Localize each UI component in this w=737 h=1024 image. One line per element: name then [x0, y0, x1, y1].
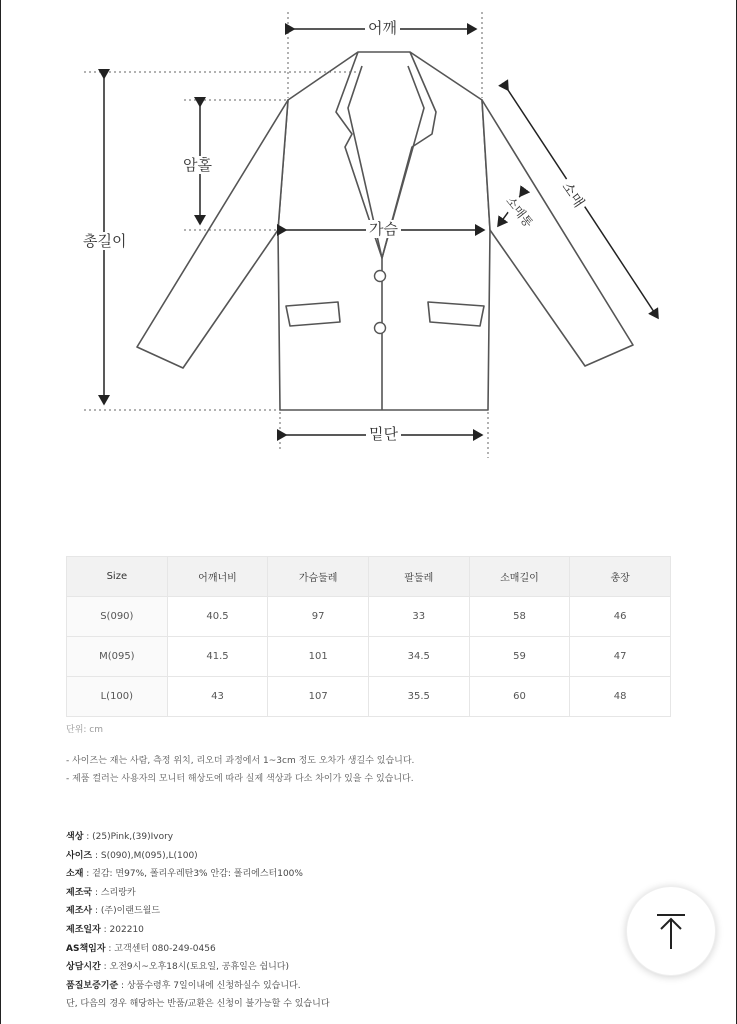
header-size: Size	[67, 557, 168, 597]
detail-value: 고객센터 080-249-0456	[114, 943, 216, 954]
header-chest: 가슴둘레	[268, 557, 369, 597]
header-arm: 팔둘레	[368, 557, 469, 597]
detail-value: 스리랑카	[100, 887, 136, 898]
notes-list	[66, 752, 414, 788]
scroll-to-top-button[interactable]	[626, 886, 716, 976]
table-cell: 101	[268, 637, 369, 677]
size-label: L(100)	[67, 677, 168, 717]
label-hem: 밑단	[366, 425, 401, 443]
table-cell: 40.5	[167, 597, 268, 637]
detail-key: 제조국	[66, 887, 93, 898]
detail-row: 제조일자 : 202210	[66, 924, 144, 935]
table-row	[67, 677, 671, 717]
detail-row: 색상 : (25)Pink,(39)Ivory	[66, 832, 174, 842]
label-sleeve: 소매	[556, 176, 589, 213]
detail-key: AS책임자	[66, 943, 106, 954]
detail-row: AS책임자 : 고객센터 080-249-0456	[66, 943, 216, 954]
table-cell: 46	[570, 597, 671, 637]
label-armhole: 암홀	[180, 156, 215, 174]
header-shoulder-width: 어깨너비	[167, 557, 268, 597]
size-table	[66, 556, 671, 717]
detail-row: 제조국 : 스리랑카	[66, 887, 136, 898]
arrow-up-icon	[653, 911, 689, 951]
size-table-header-row	[67, 557, 671, 597]
label-total-length: 총길이	[80, 232, 129, 250]
detail-value: (주)이랜드월드	[100, 906, 161, 917]
unit-note: 단위: cm	[66, 725, 103, 735]
detail-value: 겉감: 면97%, 폴리우레탄3% 안감: 폴리에스터100%	[92, 869, 303, 880]
table-cell: 47	[570, 637, 671, 677]
size-label: M(095)	[67, 637, 168, 677]
detail-key: 색상	[66, 832, 84, 842]
label-chest: 가슴	[366, 220, 401, 238]
table-cell: 33	[368, 597, 469, 637]
label-sleeve-width: 소매통	[500, 190, 539, 233]
detail-row	[66, 995, 330, 1014]
table-row	[67, 637, 671, 677]
detail-key: 소재	[66, 869, 84, 880]
size-label: S(090)	[67, 597, 168, 637]
table-cell: 59	[469, 637, 570, 677]
product-details	[66, 828, 330, 1014]
table-cell: 97	[268, 597, 369, 637]
table-cell: 43	[167, 677, 268, 717]
detail-value: (25)Pink,(39)Ivory	[92, 832, 174, 842]
detail-key: 품질보증기준	[66, 980, 119, 991]
table-cell: 60	[469, 677, 570, 717]
table-cell: 58	[469, 597, 570, 637]
jacket-measurement-diagram	[0, 0, 737, 470]
table-cell: 34.5	[368, 637, 469, 677]
detail-row: 사이즈 : S(090),M(095),L(100)	[66, 850, 198, 861]
detail-key: 사이즈	[66, 850, 93, 861]
detail-value: 단, 다음의 경우 해당하는 반품/교환은 신청이 불가능할 수 있습니다	[66, 999, 330, 1010]
detail-key: 제조일자	[66, 924, 101, 935]
detail-key: 제조사	[66, 906, 93, 917]
detail-value: 상품수령후 7일이내에 신청하실수 있습니다.	[126, 980, 301, 991]
detail-key: 상담시간	[66, 962, 101, 973]
detail-row: 품질보증기준 : 상품수령후 7일이내에 신청하실수 있습니다.	[66, 980, 301, 991]
note-item: - 사이즈는 재는 사람, 측정 위치, 리오더 과정에서 1~3cm 정도 오차가 생길수 있습니다.	[66, 756, 415, 766]
table-cell: 48	[570, 677, 671, 717]
detail-row: 소재 : 겉감: 면97%, 폴리우레탄3% 안감: 폴리에스터100%	[66, 869, 303, 880]
detail-row: 제조사 : (주)이랜드월드	[66, 906, 161, 917]
table-row	[67, 597, 671, 637]
table-cell: 41.5	[167, 637, 268, 677]
table-cell: 35.5	[368, 677, 469, 717]
note-item: - 제품 컬러는 사용자의 모니터 해상도에 따라 실제 색상과 다소 차이가 있을 수 있습니다.	[66, 774, 414, 784]
detail-value: 202210	[109, 924, 144, 935]
detail-value: S(090),M(095),L(100)	[100, 850, 198, 861]
detail-value: 오전9시~오후18시(토요일, 공휴일은 쉽니다)	[109, 962, 289, 973]
table-cell: 107	[268, 677, 369, 717]
header-total-length: 총장	[570, 557, 671, 597]
detail-row: 상담시간 : 오전9시~오후18시(토요일, 공휴일은 쉽니다)	[66, 962, 289, 973]
label-shoulder: 어깨	[365, 19, 400, 37]
header-sleeve-length: 소매길이	[469, 557, 570, 597]
